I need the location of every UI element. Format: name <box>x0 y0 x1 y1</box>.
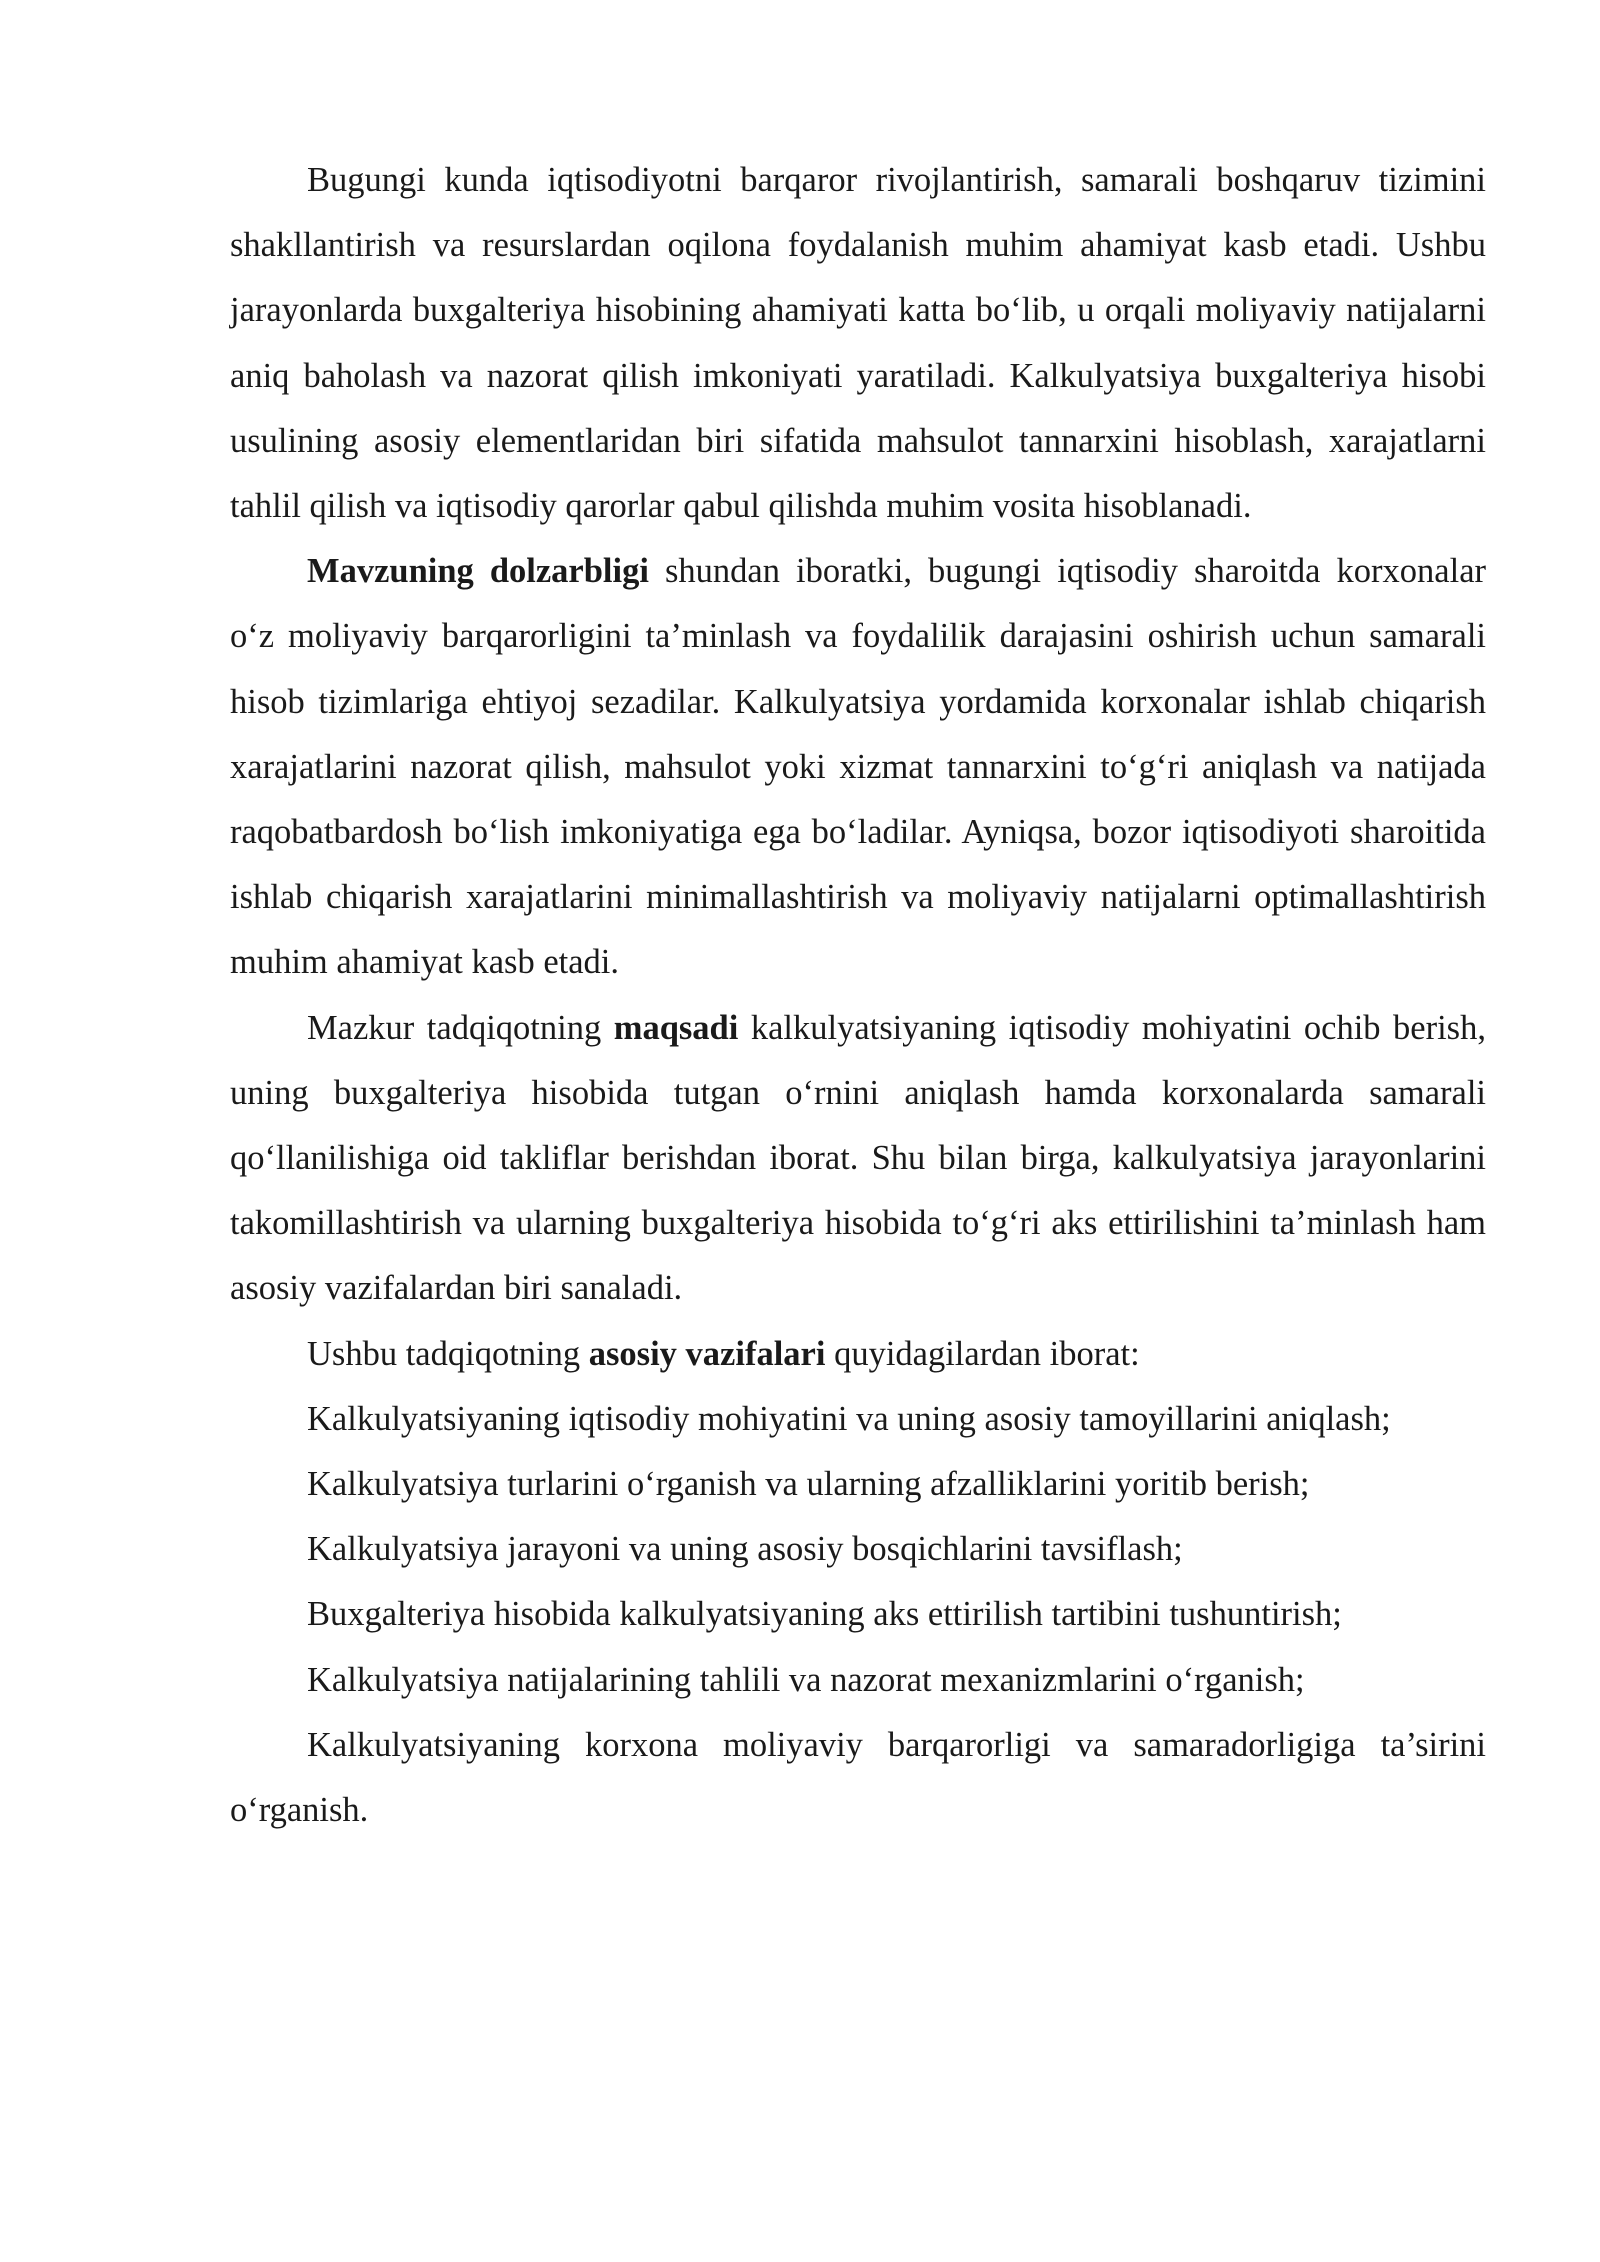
paragraph-text-lead: Ushbu tadqiqotning <box>307 1334 589 1373</box>
task-item-text: Kalkulyatsiya jarayoni va uning asosiy bosqichlarini tavsiflash; <box>307 1530 1183 1569</box>
task-item-text: Buxgalteriya hisobida kalkulyatsiyaning aks ettirilish tartibini tushuntirish; <box>307 1595 1342 1634</box>
paragraph-bold-term: Mavzuning dolzarbligi <box>307 552 649 591</box>
task-item-text: Kalkulyatsiya turlarini o‘rganish va ularning afzalliklarini yoritib berish; <box>307 1465 1310 1504</box>
paragraph-tasks-heading <box>230 1322 1486 1387</box>
paragraph-bold-term: asosiy vazifalari <box>588 1334 826 1373</box>
task-item-text: Kalkulyatsiya natijalarining tahlili va nazorat mexanizmlarini o‘rganish; <box>307 1660 1305 1699</box>
task-item-text: Kalkulyatsiyaning korxona moliyaviy barqarorligi va samaradorligiga ta’sirini o‘rganish. <box>230 1725 1486 1830</box>
document-body <box>230 148 1486 1843</box>
task-item-6 <box>230 1713 1486 1843</box>
task-item-1 <box>230 1387 1486 1452</box>
paragraph-goal <box>230 996 1486 1322</box>
paragraph-bold-term: maqsadi <box>613 1008 739 1047</box>
paragraph-text: Bugungi kunda iqtisodiyotni barqaror rivojlantirish, samarali boshqaruv tizimini shakllantirish va resurslardan oqilona foydalanish muhim ahamiyat kasb etadi. Ushbu jarayonlarda buxgalteriya hisobining ahamiyati katta bo‘lib, u orqali moliyaviy natijalarni aniq baholash va nazorat qilish imkoniyati yaratiladi. Kalkulyatsiya buxgalteriya hisobi usulining asosiy elementlaridan biri sifatida mahsulot tannarxini hisoblash, xarajatlarni tahlil qilish va iqtisodiy qarorlar qabul qilishda muhim vosita hisoblanadi. <box>230 161 1486 526</box>
task-item-3 <box>230 1517 1486 1582</box>
task-item-text: Kalkulyatsiyaning iqtisodiy mohiyatini va uning asosiy tamoyillarini aniqlash; <box>307 1399 1391 1438</box>
paragraph-text: kalkulyatsiyaning iqtisodiy mohiyatini ochib berish, uning buxgalteriya hisobida tutgan o‘rnini aniqlash hamda korxonalarda samarali qo‘llanilishiga oid takliflar berishdan iborat. Shu bilan birga, kalkulyatsiya jarayonlarini takomillashtirish va ularning buxgalteriya hisobida to‘g‘ri aks ettirilishini ta’minlash ham asosiy vazifalardan biri sanaladi. <box>230 1008 1486 1308</box>
paragraph-introduction <box>230 148 1486 539</box>
paragraph-relevance <box>230 539 1486 995</box>
paragraph-text: quyidagilardan iborat: <box>825 1334 1140 1373</box>
task-item-2 <box>230 1452 1486 1517</box>
paragraph-text: shundan iboratki, bugungi iqtisodiy sharoitda korxonalar o‘z moliyaviy barqarorligini ta’minlash va foydalilik darajasini oshirish uchun samarali hisob tizimlariga ehtiyoj sezadilar. Kalkulyatsiya yordamida korxonalar ishlab chiqarish xarajatlarini nazorat qilish, mahsulot yoki xizmat tannarxini to‘g‘ri aniqlash va natijada raqobatbardosh bo‘lish imkoniyatiga ega bo‘ladilar. Ayniqsa, bozor iqtisodiyoti sharoitida ishlab chiqarish xarajatlarini minimallashtirish va moliyaviy natijalarni optimallashtirish muhim ahamiyat kasb etadi. <box>230 552 1486 982</box>
task-item-5 <box>230 1648 1486 1713</box>
paragraph-text-lead: Mazkur tadqiqotning <box>307 1008 614 1047</box>
task-item-4 <box>230 1582 1486 1647</box>
